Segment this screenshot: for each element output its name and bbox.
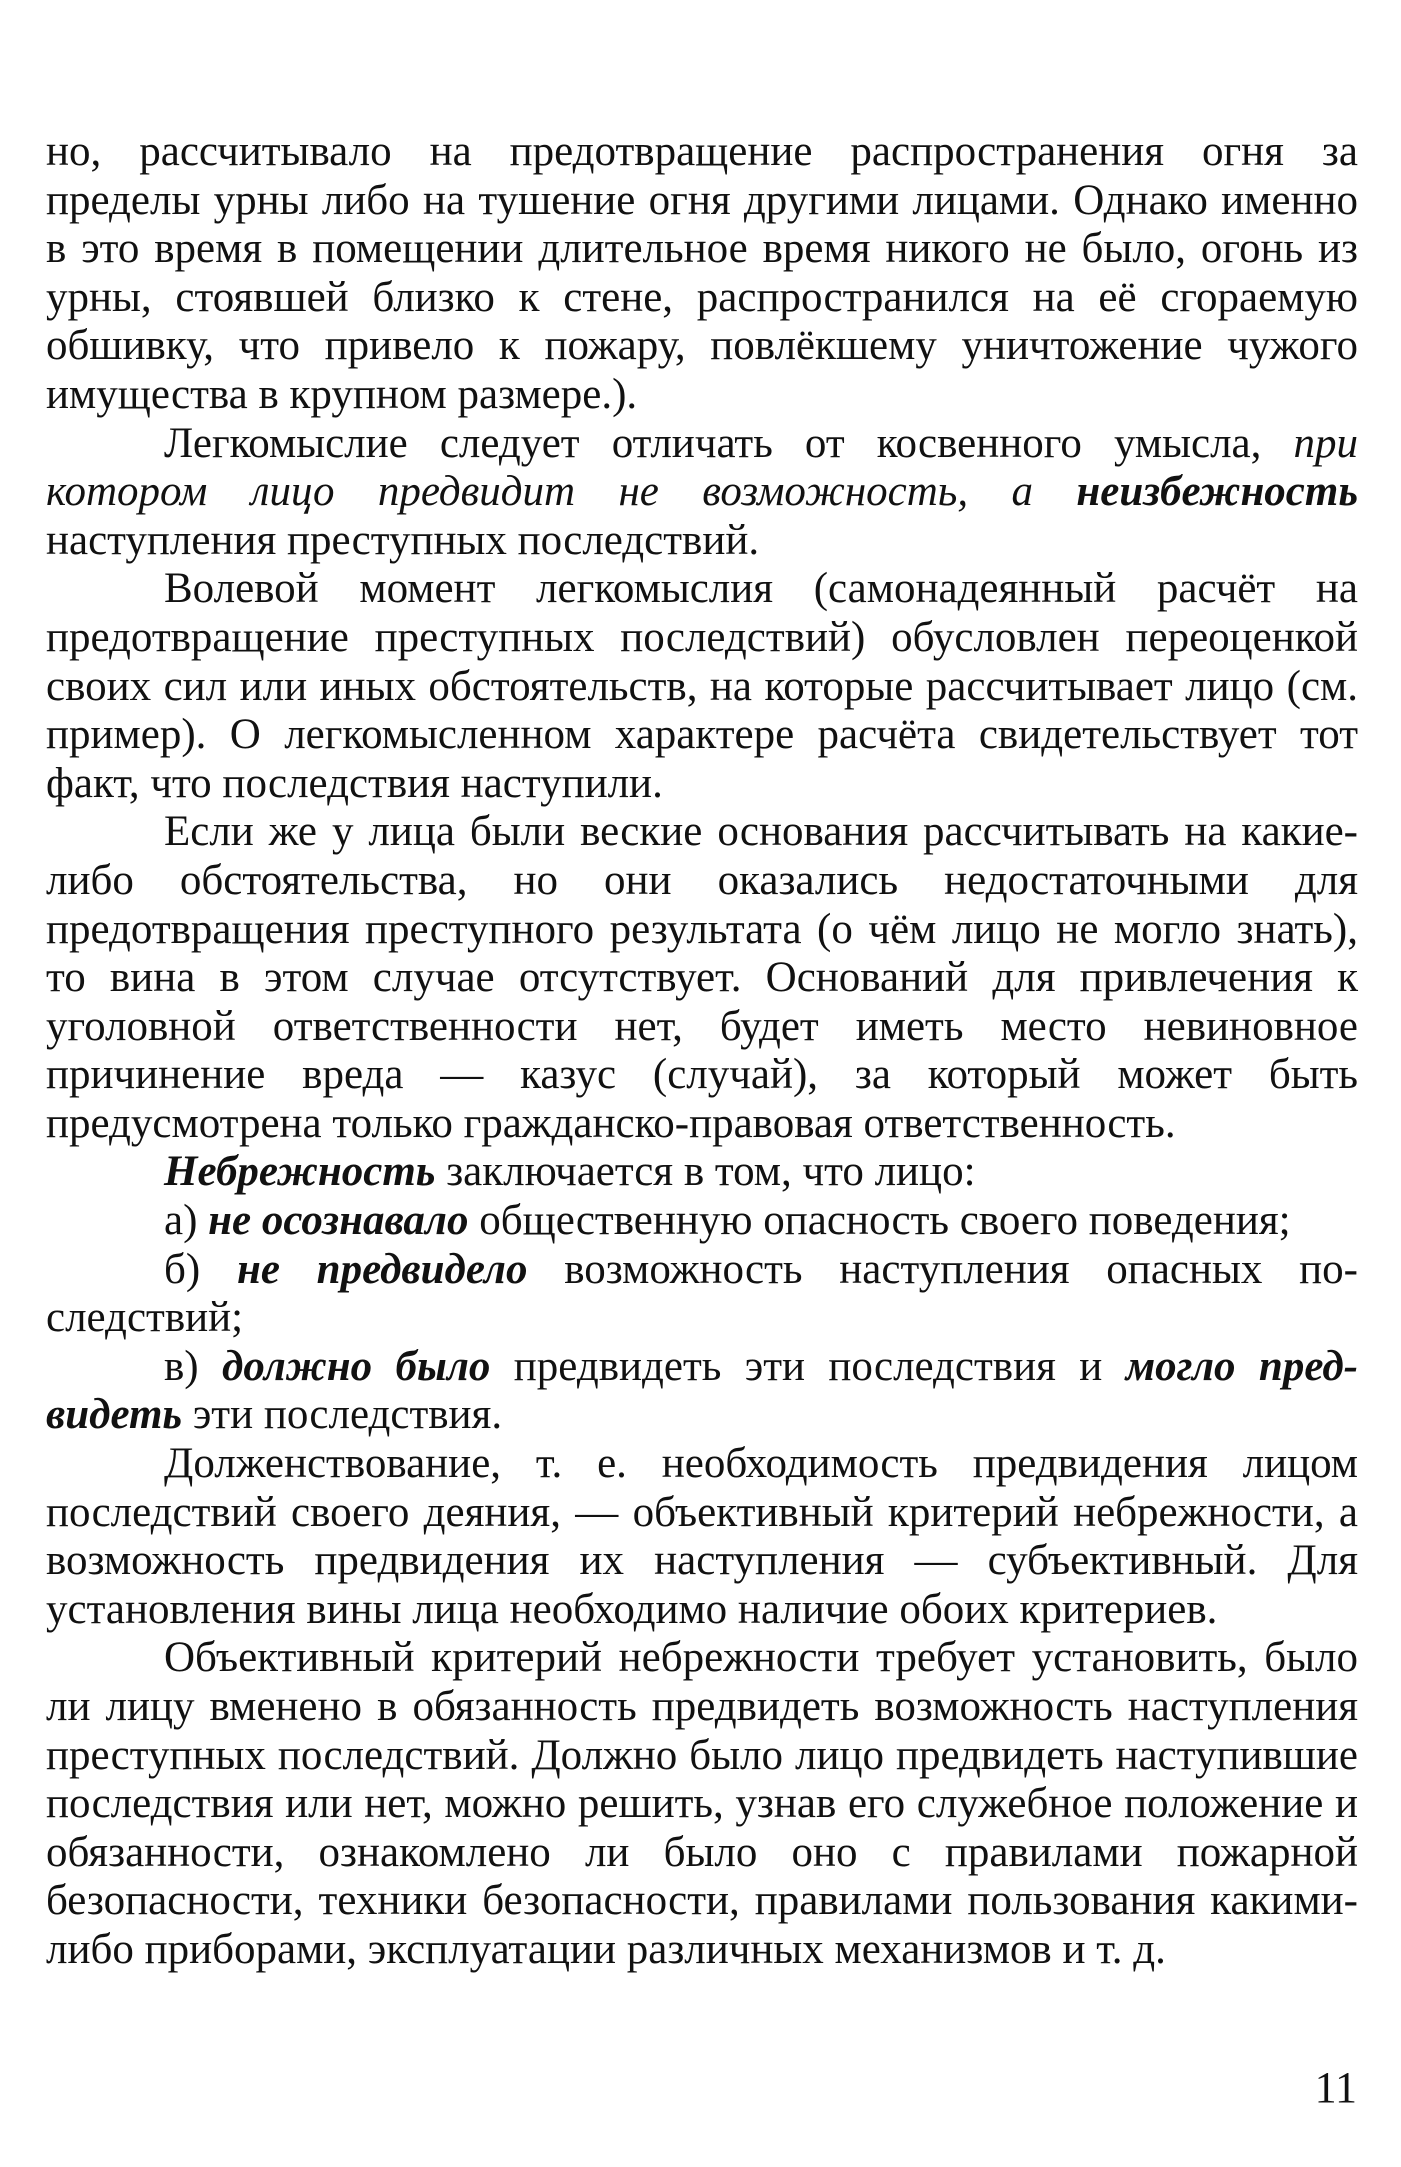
- paragraph-2-text-a: Легкомыслие следует отличать от косвенного умысла,: [164, 419, 1294, 467]
- list-item-b: [46, 1246, 1358, 1343]
- paragraph-3: Волевой момент легкомыслия (самонадеянный расчёт на предотвращение преступных последствий) обусловлен переоценкой своих сил или иных обстоятельств, на которые рассчитывает лицо (см. пример). О легкомысленном характере расчёта свидетельствует тот факт, что последствия наступили.: [46, 565, 1358, 807]
- paragraph-5: [46, 1148, 1358, 1197]
- paragraph-5-text: заключается в том, что лицо:: [435, 1148, 976, 1196]
- paragraph-1: но, рассчитывало на предотвращение распространения огня за пределы урны либо на тушение огня другими лицами. Однако именно в это время в помещении длительное время никого не было, огонь из урны, стоявшей близко к стене, распространился на её сгораемую обшивку, что привело к пожару, повлёкшему уничтожение чужого имущества в крупном размере.).: [46, 128, 1358, 418]
- paragraph-4: Если же у лица были веские основания рассчитывать на какие-либо обстоятельства, но они оказались недостаточными для предотвращения преступного результата (о чём лицо не могло знать), то вина в этом случае отсутствует. Оснований для привлечения к уголовной ответственности нет, будет иметь место невиновное причинение вреда — казус (случай), за который может быть предусмотрена только гражданско-правовая ответственность.: [46, 808, 1358, 1147]
- list-item-a: [46, 1197, 1358, 1246]
- term-nebrezhnost: Небрежность: [164, 1148, 436, 1196]
- list-item-c-text-1: предвидеть эти последствия и: [490, 1342, 1126, 1390]
- list-item-c-text-2: эти последствия.: [182, 1391, 503, 1439]
- paragraph-2-italic-b: при котором лицо предвидит не возможность, а: [46, 419, 1358, 516]
- page-body: [46, 128, 1358, 1975]
- list-item-a-term: не осознавало: [208, 1197, 469, 1245]
- term-neizbezhnost: неизбежность: [1076, 468, 1358, 516]
- list-item-b-term: не предвидело: [236, 1245, 528, 1293]
- page-number: 11: [1314, 2063, 1357, 2112]
- paragraph-10: Объективный критерий небрежности требует установить, было ли лицу вменено в обязанность предвидеть возможность наступления преступных последствий. Должно было лицо предвидеть наступившие последствия или нет, можно решить, узнав его служебное положение и обязанности, ознакомлено ли было оно с правилами пожарной безопасности, техники безопасности, правилами пользования какими-либо приборами, эксплуатации различных механизмов и т. д.: [46, 1634, 1358, 1973]
- list-item-c: [46, 1343, 1358, 1440]
- paragraph-9: Долженствование, т. е. необходимость предвидения лицом последствий своего деяния, — объективный критерий небрежности, а возможность предвидения их наступления — субъективный. Для установления вины лица необходимо наличие обоих критериев.: [46, 1440, 1358, 1633]
- paragraph-2-text-d: наступления преступных последствий.: [46, 516, 760, 564]
- list-item-b-text: возможность наступления опасных последствий;: [46, 1245, 1358, 1342]
- paragraph-2: [46, 420, 1358, 566]
- list-item-c-marker: в): [164, 1342, 223, 1390]
- list-item-a-marker: а): [164, 1197, 209, 1245]
- list-item-c-term-1: должно было: [222, 1342, 491, 1390]
- list-item-b-marker: б): [164, 1245, 237, 1293]
- list-item-c-term-2: могло предвидеть: [46, 1342, 1358, 1439]
- list-item-a-text: общественную опасность своего поведения;: [468, 1197, 1291, 1245]
